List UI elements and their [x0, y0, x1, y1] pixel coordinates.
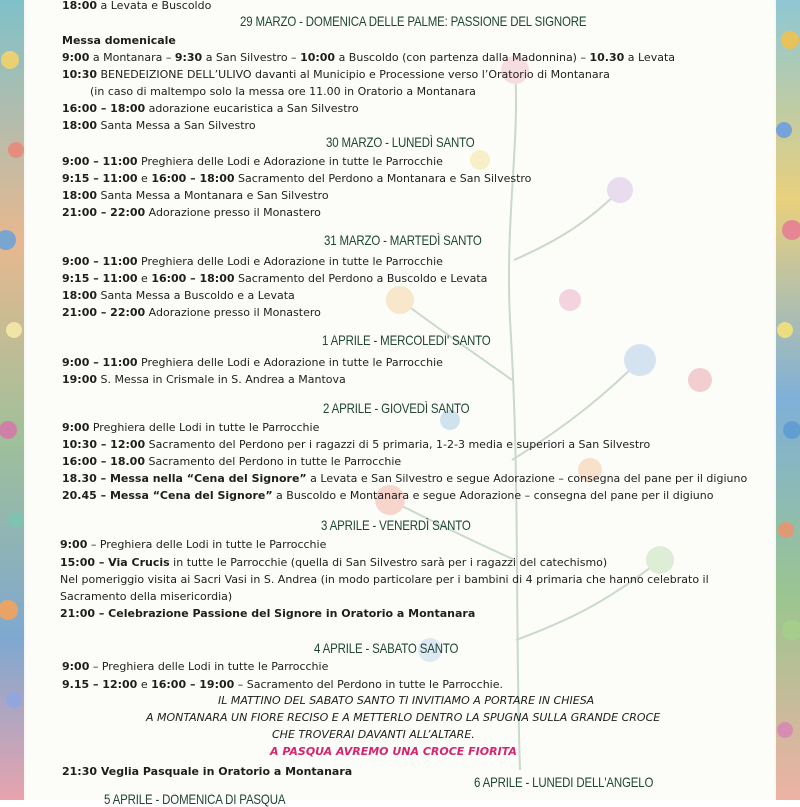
schedule-line: 16:00 – 18.00 Sacramento del Perdono in tutte le Parrocchie — [62, 455, 402, 468]
heading-6-aprile: 6 APRILE - LUNEDI DELL'ANGELO — [474, 774, 654, 790]
messa-domenicale-label: Messa domenicale — [62, 34, 176, 47]
schedule-line: 9:00 – 11:00 Preghiera delle Lodi e Adorazione in tutte le Parrocchie — [62, 356, 443, 369]
schedule-line: 20.45 – Messa “Cena del Signore” a Buscoldo e Montanara e segue Adorazione – consegna del pane per il digiuno — [62, 489, 714, 502]
heading-4-aprile: 4 APRILE - SABATO SANTO — [314, 640, 459, 656]
schedule-line: 21:00 – 22:00 Adorazione presso il Monastero — [62, 306, 321, 319]
schedule-line: 9:15 – 11:00 e 16:00 – 18:00 Sacramento del Perdono a Montanara e San Silvestro — [62, 172, 532, 185]
schedule-line: 18:00 Santa Messa a Buscoldo e a Levata — [62, 289, 295, 302]
top-line: 18:00 a Levata e Buscoldo — [62, 0, 212, 12]
flowered-cross-highlight: A PASQUA AVREMO UNA CROCE FIORITA — [270, 745, 517, 758]
schedule-line: 9:00 Preghiera delle Lodi in tutte le Parrocchie — [62, 421, 320, 434]
invitation-text: A MONTANARA UN FIORE RECISO E A METTERLO DENTRO LA SPUGNA SULLA GRANDE CROCE — [146, 711, 661, 724]
schedule-line: 9:00 – 11:00 Preghiera delle Lodi e Adorazione in tutte le Parrocchie — [62, 155, 443, 168]
heading-5-aprile: 5 APRILE - DOMENICA DI PASQUA — [104, 791, 286, 807]
schedule-line: 18:00 Santa Messa a Montanara e San Silvestro — [62, 189, 329, 202]
schedule-line: 19:00 S. Messa in Crismale in S. Andrea a Mantova — [62, 373, 346, 386]
schedule-note: (in caso di maltempo solo la messa ore 11.00 in Oratorio a Montanara — [90, 85, 476, 98]
schedule-line: 21:30 Veglia Pasquale in Oratorio a Montanara — [62, 765, 353, 778]
schedule-line: 15:00 – Via Crucis in tutte le Parrocchie (quella di San Silvestro sarà per i ragazzi del catechismo) — [60, 556, 608, 569]
schedule-line: 21:00 – 22:00 Adorazione presso il Monastero — [62, 206, 321, 219]
invitation-text: CHE TROVERAI DAVANTI ALL’ALTARE. — [272, 728, 475, 741]
schedule-line: 18:00 Santa Messa a San Silvestro — [62, 119, 256, 132]
schedule-line: Nel pomeriggio visita ai Sacri Vasi in S. Andrea (in modo particolare per i bambini di 4 primaria che hanno celebrato il — [60, 573, 709, 586]
schedule-line: 21:00 – Celebrazione Passione del Signore in Oratorio a Montanara — [60, 607, 476, 620]
schedule-line: 9:00 – 11:00 Preghiera delle Lodi e Adorazione in tutte le Parrocchie — [62, 255, 443, 268]
schedule-line: 16:00 – 18:00 adorazione eucaristica a San Silvestro — [62, 102, 359, 115]
schedule-line: 9:00 a Montanara – 9:30 a San Silvestro – 10:00 a Buscoldo (con partenza dalla Madonnina) – 10.30 a Levata — [62, 51, 676, 64]
schedule-line: 10:30 BENEDEIZIONE DELL’ULIVO davanti al Municipio e Processione verso l’Oratorio di Montanara — [62, 68, 610, 81]
schedule-line: 10:30 – 12:00 Sacramento del Perdono per i ragazzi di 5 primaria, 1-2-3 media e superiori a San Silvestro — [62, 438, 651, 451]
invitation-text: IL MATTINO DEL SABATO SANTO TI INVITIAMO A PORTARE IN CHIESA — [218, 694, 595, 707]
heading-30-marzo: 30 MARZO - LUNEDÌ SANTO — [326, 134, 475, 150]
schedule-line: 9.15 – 12:00 e 16:00 – 19:00 – Sacramento del Perdono in tutte le Parrocchie. — [62, 678, 503, 691]
schedule-line: 18.30 – Messa nella “Cena del Signore” a Levata e San Silvestro e segue Adorazione – consegna del pane per il digiuno — [62, 472, 748, 485]
heading-29-marzo: 29 MARZO - DOMENICA DELLE PALME: PASSIONE DEL SIGNORE — [240, 13, 587, 29]
heading-2-aprile: 2 APRILE - GIOVEDÌ SANTO — [323, 400, 470, 416]
heading-31-marzo: 31 MARZO - MARTEDÌ SANTO — [324, 232, 482, 248]
schedule-line: 9:15 – 11:00 e 16:00 – 18:00 Sacramento del Perdono a Buscoldo e Levata — [62, 272, 488, 285]
schedule-line: 9:00 – Preghiera delle Lodi in tutte le Parrocchie — [62, 660, 329, 673]
schedule-line: Sacramento della misericordia) — [60, 590, 233, 603]
heading-1-aprile: 1 APRILE - MERCOLEDI' SANTO — [322, 332, 491, 348]
schedule-line: 9:00 – Preghiera delle Lodi in tutte le Parrocchie — [60, 538, 327, 551]
heading-3-aprile: 3 APRILE - VENERDÌ SANTO — [321, 517, 471, 533]
